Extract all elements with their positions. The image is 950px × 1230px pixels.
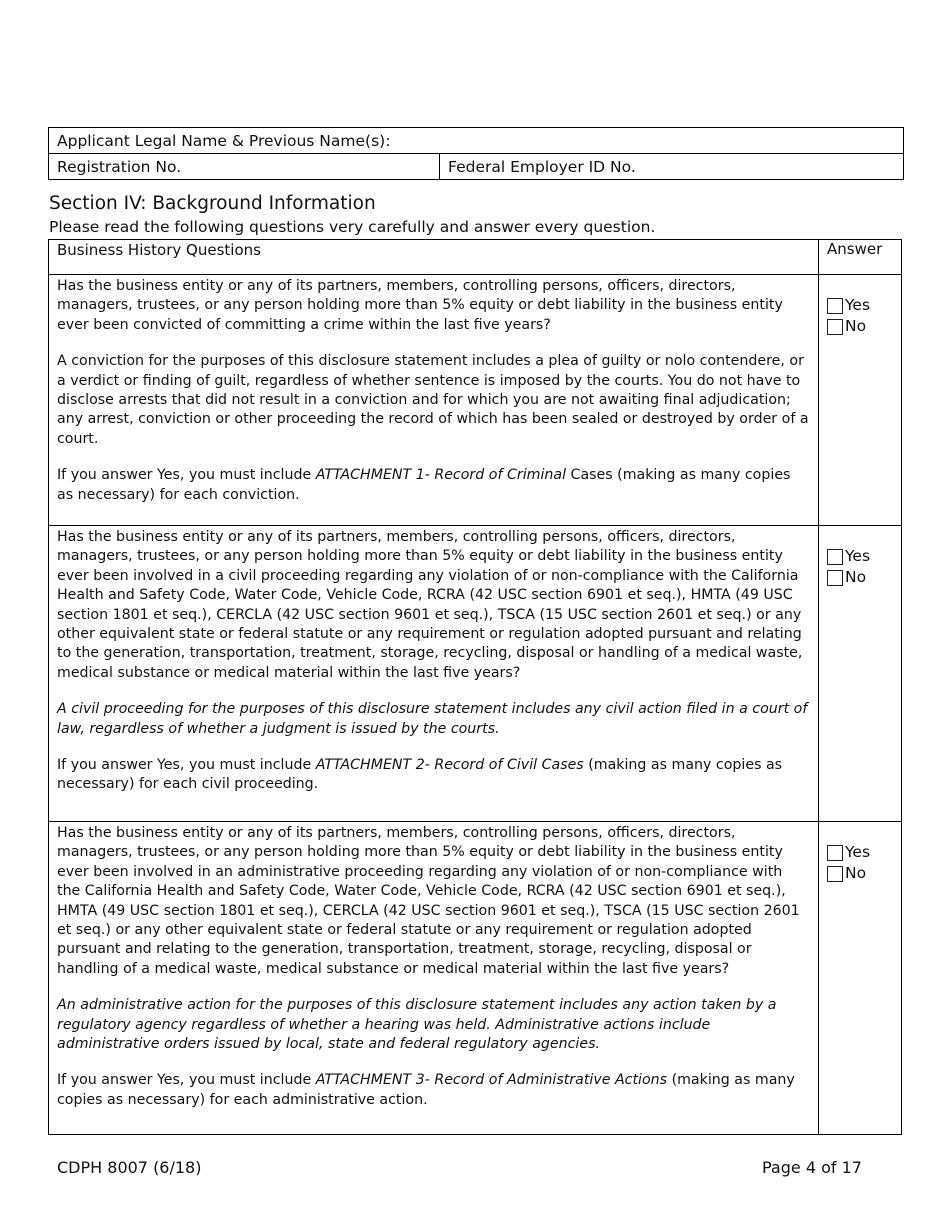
page-number: Page 4 of 17 <box>762 1158 862 1177</box>
answer-cell <box>819 822 902 1135</box>
registration-no-field[interactable]: Registration No. <box>49 154 440 180</box>
answer-cell <box>819 526 902 822</box>
question-row <box>49 275 902 526</box>
attachment-instruction: If you answer Yes, you must include ATTACHMENT 3- Record of Administrative Actions (making as many copies as necessary) for each administrative action. <box>57 1072 795 1108</box>
attachment-instruction: If you answer Yes, you must include ATTACHMENT 1- Record of Criminal Cases (making as many copies as necessary) for each conviction. <box>57 467 791 503</box>
no-label: No <box>845 567 867 586</box>
question-row <box>49 822 902 1135</box>
question-row <box>49 526 902 822</box>
no-checkbox[interactable] <box>827 570 843 586</box>
section-instructions: Please read the following questions very carefully and answer every question. <box>49 218 656 236</box>
yes-label: Yes <box>845 546 871 565</box>
yes-checkbox[interactable] <box>827 298 843 314</box>
question-cell <box>49 822 819 1135</box>
column-header-answer: Answer <box>819 240 902 275</box>
yes-checkbox[interactable] <box>827 549 843 565</box>
question-text: Has the business entity or any of its partners, members, controlling persons, officers, directors, managers, trustees, or any person holding more than 5% equity or debt liability in the business entity ever been involved in a civil proceeding regarding any violation of or non-compliance with the California Health and Safety Code, Water Code, Vehicle Code, RCRA (42 USC section 6901 et seq.), HMTA (49 USC section 1801 et seq.), CERCLA (42 USC section 9601 et seq.), TSCA (15 USC section 2601 et seq.) or any other equivalent state or federal statute or any requirement or regulation adopted pursuant and relating to the generation, transportation, treatment, storage, recycling, disposal or handling of a medical waste, medical substance or medical material within the last five years? <box>57 529 803 681</box>
question-cell <box>49 526 819 822</box>
business-history-table <box>48 239 902 1135</box>
form-id: CDPH 8007 (6/18) <box>57 1158 202 1177</box>
attachment-instruction: If you answer Yes, you must include ATTACHMENT 2- Record of Civil Cases (making as many copies as necessary) for each civil proceeding. <box>57 757 783 793</box>
no-label: No <box>845 863 867 882</box>
attachment-name: ATTACHMENT 3- Record of Administrative Actions <box>315 1072 668 1089</box>
applicant-name-field[interactable]: Applicant Legal Name & Previous Name(s): <box>49 128 904 154</box>
section-title: Section IV: Background Information <box>49 193 376 214</box>
question-cell <box>49 275 819 526</box>
yes-label: Yes <box>845 842 871 861</box>
answer-cell <box>819 275 902 526</box>
no-checkbox[interactable] <box>827 866 843 882</box>
no-checkbox[interactable] <box>827 319 843 335</box>
fein-field[interactable]: Federal Employer ID No. <box>440 154 904 180</box>
yes-checkbox[interactable] <box>827 845 843 861</box>
question-text: Has the business entity or any of its partners, members, controlling persons, officers, directors, managers, trustees, or any person holding more than 5% equity or debt liability in the business entity ever been convicted of committing a crime within the last five years? <box>57 278 783 333</box>
attachment-name: ATTACHMENT 1- Record of Criminal <box>315 467 567 484</box>
definition-text: A conviction for the purposes of this disclosure statement includes a plea of guilty or nolo contendere, or a verdict or finding of guilt, regardless of whether sentence is imposed by the courts. You do not have to disclose arrests that did not result in a conviction and for which you are not awaiting final adjudication; any arrest, conviction or other proceeding the record of which has been sealed or destroyed by order of a court. <box>57 353 809 447</box>
attachment-name: ATTACHMENT 2- Record of Civil Cases <box>315 757 584 774</box>
applicant-info-table <box>48 127 904 180</box>
question-text: Has the business entity or any of its partners, members, controlling persons, officers, directors, managers, trustees, or any person holding more than 5% equity or debt liability in the business entity ever been involved in an administrative proceeding regarding any violation of or non-compliance with the California Health and Safety Code, Water Code, Vehicle Code, RCRA (42 USC section 6901 et seq.), HMTA (49 USC section 1801 et seq.), CERCLA (42 USC section 9601 et seq.), TSCA (15 USC section 2601 et seq.) or any other equivalent state or federal statute or any requirement or regulation adopted pursuant and relating to the generation, transportation, treatment, storage, recycling, disposal or handling of a medical waste, medical substance or medical material within the last five years? <box>57 825 800 977</box>
no-label: No <box>845 316 867 335</box>
yes-label: Yes <box>845 295 871 314</box>
definition-text: A civil proceeding for the purposes of this disclosure statement includes any civil action filed in a court of law, regardless of whether a judgment is issued by the courts. <box>57 701 808 737</box>
column-header-questions: Business History Questions <box>49 240 819 275</box>
definition-text: An administrative action for the purposes of this disclosure statement includes any action taken by a regulatory agency regardless of whether a hearing was held. Administrative actions include administrative orders issued by local, state and federal regulatory agencies. <box>57 997 777 1053</box>
